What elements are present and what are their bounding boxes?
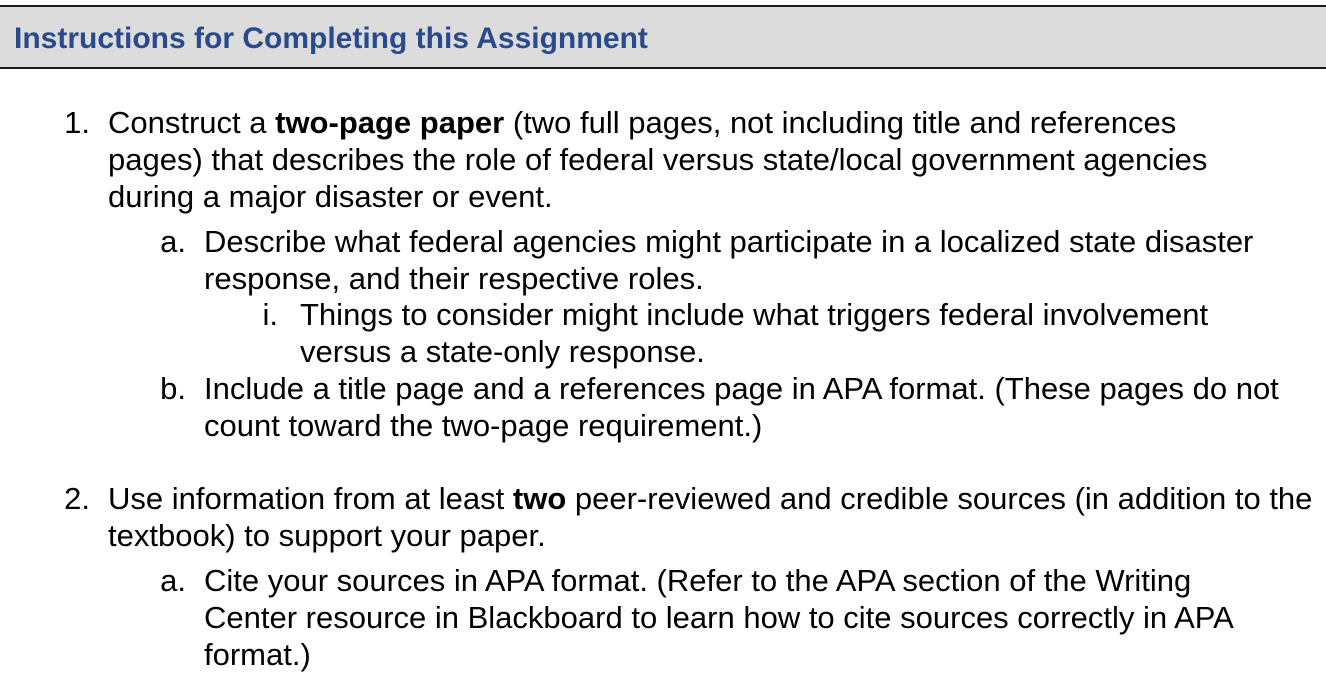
list-marker: i. (262, 297, 278, 332)
list-marker: 1. (64, 105, 90, 140)
list-marker: 2. (64, 481, 90, 516)
list-marker: a. (160, 224, 186, 259)
section-header (0, 5, 1326, 69)
list-item-text: Things to consider might include what triggers federal involvement versus a state-only response. (300, 297, 1209, 369)
list-item-text: Construct a two-page paper (two full pages, not including title and references pages) that describes the role of federal versus state/local government agencies during a major disaster or event. (108, 105, 1208, 214)
emphasis-text: two (512, 481, 567, 516)
emphasis-text: two-page paper (275, 105, 505, 140)
list-marker: a. (160, 563, 186, 598)
list-item-text: Cite your sources in APA format. (Refer to the APA section of the Writing Center resource in Blackboard to learn how to cite sources correctly in APA format.) (204, 563, 1233, 672)
list-item-text: Describe what federal agencies might participate in a localized state disaster response, and their respective roles. (204, 224, 1254, 296)
list-item-text: Include a title page and a references page in APA format. (These pages do not count toward the two-page requirement.) (204, 371, 1279, 443)
list-item-text: Use information from at least two peer-reviewed and credible sources (in addition to the textbook) to support your paper. (108, 481, 1313, 553)
section-title: Instructions for Completing this Assignment (14, 22, 648, 55)
list-marker: b. (160, 371, 186, 406)
